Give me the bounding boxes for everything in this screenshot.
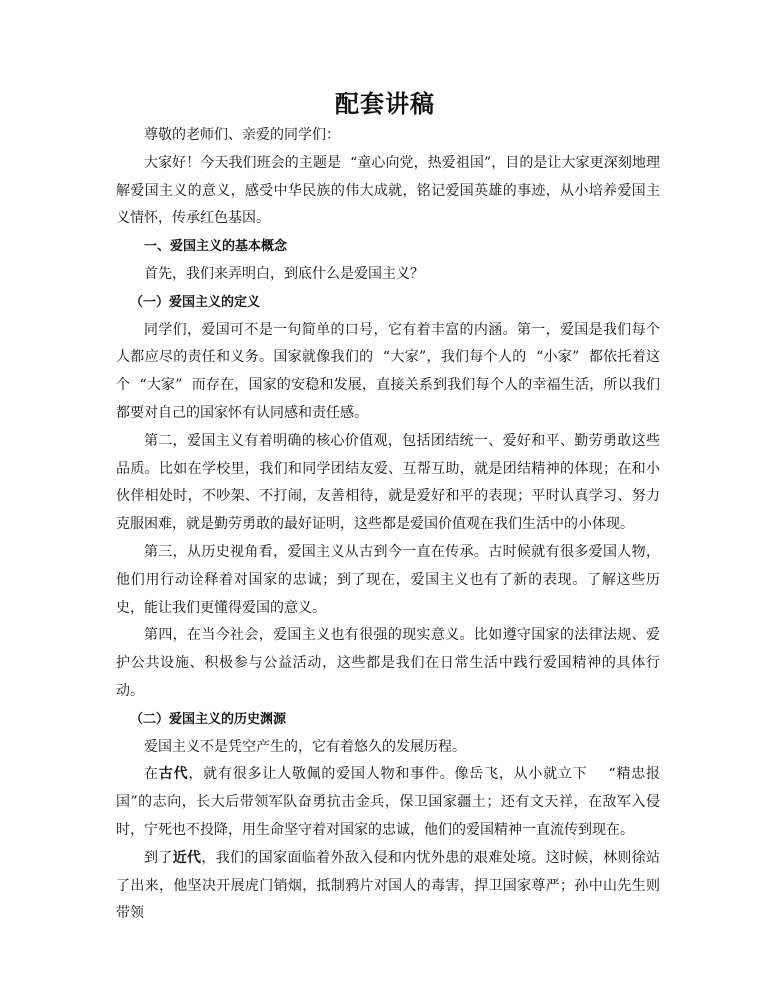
ancient-post-text: ，就有很多让人敬佩的爱国人物和事件。像岳飞，从小就立下 “精忠报国”的志向，长大后带领军队奋勇抗击金兵，保卫国家疆土；还有文天祥，在敌军入侵时，宁死也不投降，用生命坚守着对国家的忠诚，他们的爱国精神一直流传到现在。 (116, 766, 661, 838)
history-intro: 爱国主义不是凭空产生的，它有着悠久的发展历程。 (144, 738, 466, 755)
intro-paragraph: 大家好！今天我们班会的主题是 “童心向党，热爱祖国”，目的是让大家更深刻地理解爱国主义的意义，感受中华民族的伟大成就，铭记爱国英雄的事迹，从小培养爱国主义情怀，传承红色基因。 (116, 154, 660, 227)
subsection-heading-definition: （一）爱国主义的定义 (130, 294, 261, 310)
history-paragraph-ancient (116, 761, 660, 844)
definition-paragraph-4: 第四，在当今社会，爱国主义也有很强的现实意义。比如遵守国家的法律法规、爱护公共设施、积极参与公益活动，这些都是我们在日常生活中践行爱国精神的具体行动。 (116, 627, 660, 699)
ancient-keyword: 古代 (158, 766, 189, 783)
history-paragraph-modern (116, 845, 660, 928)
modern-post-text: ，我们的国家面临着外敌入侵和内忧外患的艰难处境。这时候，林则徐站了出来，他坚决开展虎门销烟，抵制鸦片对国人的毒害，捍卫国家尊严；孙中山先生则带领 (116, 849, 661, 922)
subsection-heading-history: （二）爱国主义的历史渊源 (130, 711, 287, 727)
document-title: 配套讲稿 (335, 89, 435, 118)
document-body (116, 122, 660, 928)
section-1-intro: 首先，我们来弄明白，到底什么是爱国主义？ (144, 265, 424, 282)
definition-paragraph-3: 第三，从历史视角看，爱国主义从古到今一直在传承。古时候就有很多爱国人物，他们用行动诠释着对国家的忠诚；到了现在，爱国主义也有了新的表现。了解这些历史，能让我们更懂得爱国的意义。 (116, 543, 660, 616)
definition-paragraph-2: 第二，爱国主义有着明确的核心价值观，包括团结统一、爱好和平、勤劳勇敢这些品质。比如在学校里，我们和同学团结友爱、互帮互助，就是团结精神的体现；在和小伙伴相处时，不吵架、不打闹，友善相待，就是爱好和平的表现；平时认真学习、努力克服困难，就是勤劳勇敢的最好证明，这些都是爱国价值观在我们生活中的小体现。 (116, 432, 660, 533)
section-heading-1: 一、爱国主义的基本概念 (144, 239, 288, 255)
modern-pre-text: 到了 (144, 849, 173, 866)
ancient-pre-text: 在 (144, 766, 159, 783)
greeting: 尊敬的老师们、亲爱的同学们： (144, 127, 340, 143)
modern-keyword: 近代 (172, 849, 202, 866)
definition-paragraph-1: 同学们，爱国可不是一句简单的口号，它有着丰富的内涵。第一，爱国是我们每个人都应尽的责任和义务。国家就像我们的 “大家”，我们每个人的 “小家” 都依托着这个 “大家” 而存在，国家的安稳和发展，直接关系到我们每个人的幸福生活，所以我们都要对自己的国家怀有认同感和责任感。 (116, 321, 660, 421)
